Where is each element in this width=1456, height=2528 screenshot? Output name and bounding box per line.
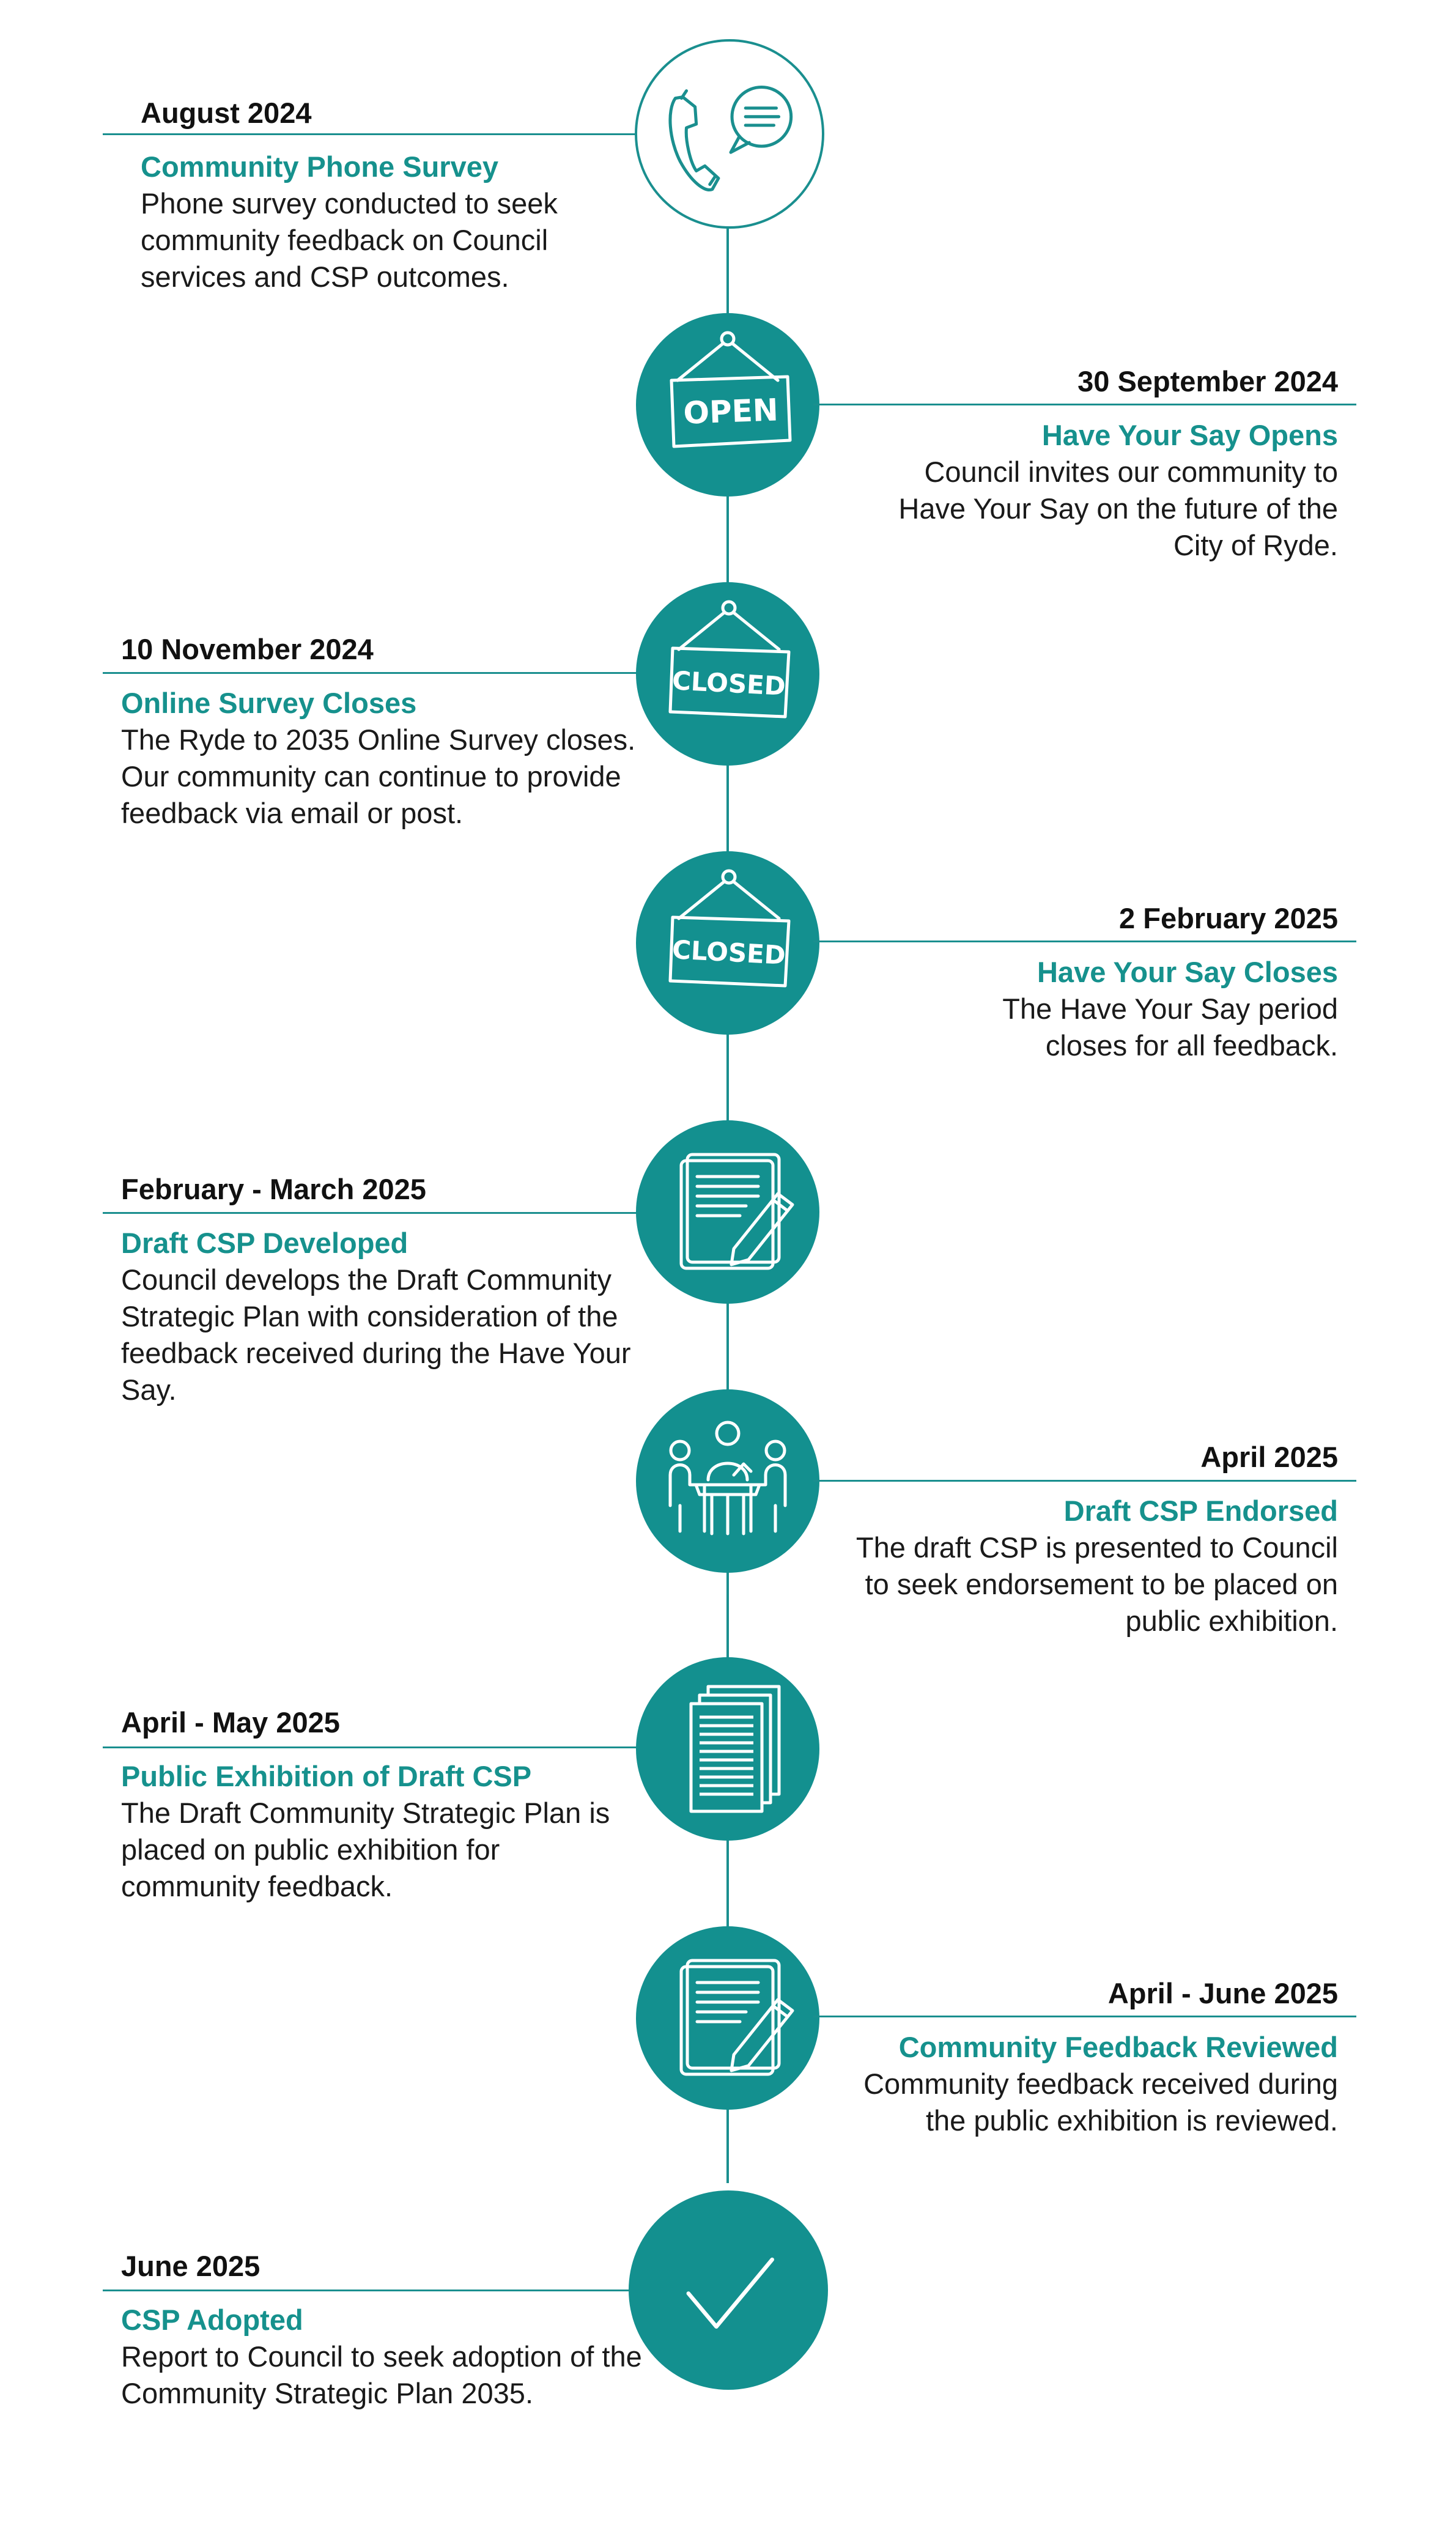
milestone-date: August 2024 (141, 97, 312, 129)
milestone-title: Online Survey Closes (121, 687, 417, 719)
meeting-table-icon (636, 1389, 819, 1573)
milestone-date: 10 November 2024 (121, 633, 374, 665)
milestone-node-draft-developed (636, 1120, 819, 1304)
milestone-entry (800, 1439, 1338, 1639)
milestone-description: Council develops the Draft Community Strategic Plan with consideration of the feedback received during the Have Your Say. (121, 1263, 631, 1406)
milestone-entry (121, 2248, 659, 2412)
milestone-date: June 2025 (121, 2250, 261, 2282)
milestone-entry (121, 631, 659, 832)
milestone-description: The Have Your Say period closes for all feedback. (1002, 992, 1338, 1062)
milestone-date: April - June 2025 (1107, 1977, 1338, 2009)
milestone-title: Draft CSP Developed (121, 1227, 408, 1259)
document-pen-icon (636, 1926, 819, 2110)
milestone-date: February - March 2025 (121, 1173, 426, 1205)
milestone-node-hys-opens (636, 313, 819, 497)
milestone-description: The Ryde to 2035 Online Survey closes. Our community can continue to provide feedback via email or post. (121, 723, 636, 829)
milestone-node-feedback-reviewed (636, 1926, 819, 2110)
milestone-date: 30 September 2024 (1077, 365, 1338, 397)
milestone-date: April 2025 (1200, 1441, 1338, 1473)
closed-sign-icon (636, 582, 819, 766)
milestone-entry (121, 1171, 659, 1408)
milestone-entry (800, 1975, 1338, 2139)
milestone-entry (800, 363, 1338, 564)
milestone-title: Community Feedback Reviewed (898, 2031, 1338, 2063)
milestone-title: CSP Adopted (121, 2304, 303, 2336)
milestone-description: Community feedback received during the public exhibition is reviewed. (863, 2068, 1338, 2137)
document-pen-icon (636, 1120, 819, 1304)
milestone-description: Report to Council to seek adoption of the Community Strategic Plan 2035. (121, 2340, 642, 2409)
milestone-node-draft-endorsed (636, 1389, 819, 1573)
sign-text: OPEN (682, 392, 779, 431)
milestone-title: Have Your Say Opens (1041, 419, 1338, 451)
document-stack-icon (636, 1657, 819, 1841)
sign-text: CLOSED (671, 934, 786, 970)
milestone-description: Phone survey conducted to seek community feedback on Council services and CSP outcomes. (141, 187, 558, 293)
milestone-title: Have Your Say Closes (1037, 956, 1338, 988)
open-sign-icon (636, 313, 819, 497)
milestone-entry (121, 1704, 659, 1905)
milestone-title: Community Phone Survey (141, 150, 498, 183)
milestone-description: The Draft Community Strategic Plan is placed on public exhibition for community feedback. (121, 1797, 610, 1902)
milestone-description: Council invites our community to Have Your Say on the future of the City of Ryde. (898, 456, 1338, 561)
milestone-entry (800, 900, 1338, 1064)
milestone-node-hys-closes (636, 851, 819, 1035)
milestone-node-online-survey-closes (636, 582, 819, 766)
closed-sign-icon (636, 851, 819, 1035)
milestone-date: 2 February 2025 (1119, 902, 1338, 934)
milestone-title: Public Exhibition of Draft CSP (121, 1760, 532, 1792)
sign-text: CLOSED (671, 665, 786, 701)
milestone-node-public-exhibition (636, 1657, 819, 1841)
milestone-date: April - May 2025 (121, 1706, 340, 1739)
milestone-description: The draft CSP is presented to Council to seek endorsement to be placed on public exhibition. (855, 1531, 1338, 1637)
milestone-entry (141, 95, 679, 295)
milestone-title: Draft CSP Endorsed (1063, 1495, 1338, 1527)
